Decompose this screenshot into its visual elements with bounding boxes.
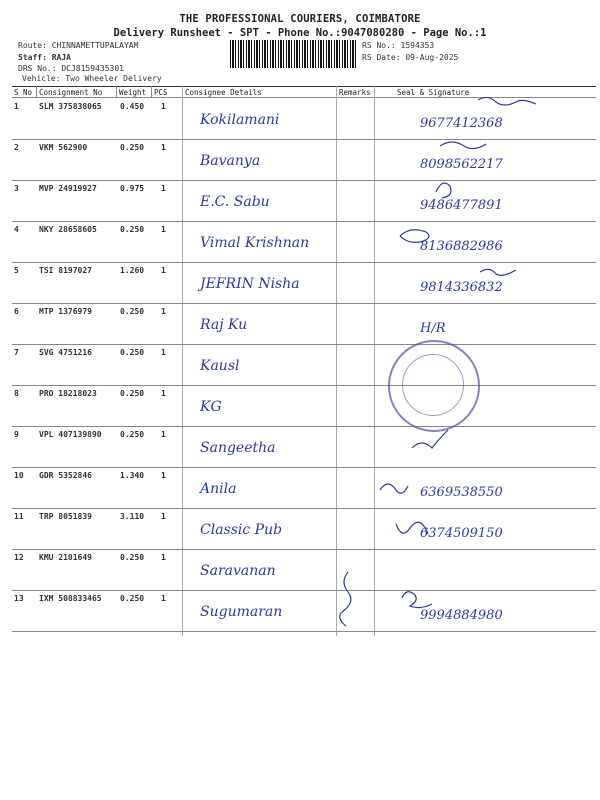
row-pcs: 1	[161, 389, 166, 398]
row-consignee-name: E.C. Sabu	[200, 194, 270, 210]
row-sno: 11	[14, 512, 24, 521]
row-weight: 0.250	[120, 143, 145, 152]
row-consignee-name: Kokilamani	[200, 112, 280, 128]
row-sno: 10	[14, 471, 24, 480]
row-consignment-no: NKY 28658605	[39, 225, 97, 234]
signature-stroke	[340, 572, 351, 626]
document-title: THE PROFESSIONAL COURIERS, COIMBATORE	[179, 13, 421, 25]
row-consignment-no: PRO 18218023	[39, 389, 97, 398]
row-signature-phone: 6369538550	[420, 485, 503, 500]
row-consignee-name: Sangeetha	[200, 440, 276, 456]
row-sno: 3	[14, 184, 19, 193]
row-sno: 2	[14, 143, 19, 152]
row-weight: 0.250	[120, 225, 145, 234]
row-weight: 0.450	[120, 102, 145, 111]
signature-stroke	[480, 269, 516, 275]
row-weight: 0.250	[120, 307, 145, 316]
row-consignment-no: MTP 1376979	[39, 307, 92, 316]
signature-stroke	[402, 592, 432, 608]
document-subtitle: Delivery Runsheet - SPT - Phone No.:9047080280 - Page No.:1	[113, 27, 487, 39]
row-pcs: 1	[161, 102, 166, 111]
row-consignment-no: VPL 407139890	[39, 430, 102, 439]
row-signature-phone: 6374509150	[420, 526, 503, 541]
staff-label: Staff: RAJA	[18, 53, 71, 62]
row-sno: 8	[14, 389, 19, 398]
row-pcs: 1	[161, 184, 166, 193]
signature-stroke	[396, 522, 428, 534]
row-consignee-name: Saravanan	[200, 563, 276, 579]
col-header-consignment: Consignment No	[39, 88, 103, 97]
drs-number: DRS No.: DCJ8159435301	[18, 64, 124, 73]
signature-stroke	[400, 230, 429, 243]
row-pcs: 1	[161, 143, 166, 152]
col-header-weight: Weight	[119, 88, 147, 97]
row-pcs: 1	[161, 512, 166, 521]
row-signature-phone: 9486477891	[420, 198, 503, 213]
row-pcs: 1	[161, 348, 166, 357]
col-header-consignee: Consignee Details	[185, 88, 262, 97]
row-signature-phone: H/R	[420, 321, 446, 336]
row-consignment-no: TSI 8197027	[39, 266, 92, 275]
signature-stroke	[436, 183, 451, 198]
signature-stroke	[380, 484, 408, 493]
rs-date: RS Date: 09-Aug-2025	[362, 53, 459, 62]
row-consignment-no: IXM 508833465	[39, 594, 102, 603]
row-consignment-no: MVP 24919927	[39, 184, 97, 193]
row-weight: 0.250	[120, 389, 145, 398]
row-consignment-no: SVG 4751216	[39, 348, 92, 357]
row-weight: 1.260	[120, 266, 145, 275]
row-pcs: 1	[161, 471, 166, 480]
row-consignment-no: GDR 5352846	[39, 471, 92, 480]
row-pcs: 1	[161, 430, 166, 439]
rs-number: RS No.: 1594353	[362, 41, 435, 50]
row-weight: 1.340	[120, 471, 145, 480]
row-sno: 7	[14, 348, 19, 357]
row-consignee-name: KG	[200, 399, 222, 415]
row-signature-phone: 9814336832	[420, 280, 503, 295]
col-header-sno: S No	[14, 88, 33, 97]
col-header-seal: Seal & Signature	[397, 88, 470, 97]
row-signature-phone: 9677412368	[420, 116, 503, 131]
row-consignee-name: Sugumaran	[200, 604, 283, 620]
row-consignment-no: SLM 375838065	[39, 102, 102, 111]
row-pcs: 1	[161, 266, 166, 275]
row-pcs: 1	[161, 594, 166, 603]
signature-stroke	[412, 430, 448, 448]
row-pcs: 1	[161, 553, 166, 562]
row-consignee-name: Kausl	[200, 358, 240, 374]
row-consignment-no: TRP 8051839	[39, 512, 92, 521]
row-signature-phone: 8098562217	[420, 157, 503, 172]
row-signature-phone: 9994884980	[420, 608, 503, 623]
row-weight: 0.250	[120, 553, 145, 562]
signature-stroke	[478, 97, 536, 105]
row-sno: 1	[14, 102, 19, 111]
route-label: Route: CHINNAMETTUPALAYAM	[18, 41, 139, 50]
row-consignee-name: Vimal Krishnan	[200, 235, 310, 251]
row-weight: 0.250	[120, 348, 145, 357]
row-consignee-name: Anila	[200, 481, 237, 497]
row-consignment-no: KMU 2101649	[39, 553, 92, 562]
row-weight: 0.250	[120, 430, 145, 439]
col-header-remarks: Remarks	[339, 88, 371, 97]
row-consignee-name: Raj Ku	[200, 317, 248, 333]
row-weight: 0.250	[120, 594, 145, 603]
row-weight: 0.975	[120, 184, 145, 193]
row-sno: 12	[14, 553, 24, 562]
row-consignment-no: VKM 562900	[39, 143, 88, 152]
col-header-pcs: PCS	[154, 88, 168, 97]
row-sno: 5	[14, 266, 19, 275]
row-pcs: 1	[161, 307, 166, 316]
row-consignee-name: Classic Pub	[200, 522, 283, 538]
vehicle-label: Vehicle: Two Wheeler Delivery	[22, 74, 162, 83]
row-sno: 13	[14, 594, 24, 603]
row-pcs: 1	[161, 225, 166, 234]
signature-stroke	[440, 142, 486, 149]
row-weight: 3.110	[120, 512, 145, 521]
row-sno: 9	[14, 430, 19, 439]
row-consignee-name: JEFRIN Nisha	[200, 276, 300, 292]
row-consignee-name: Bavanya	[200, 153, 261, 169]
row-sno: 4	[14, 225, 19, 234]
row-sno: 6	[14, 307, 19, 316]
row-signature-phone: 8136882986	[420, 239, 503, 254]
